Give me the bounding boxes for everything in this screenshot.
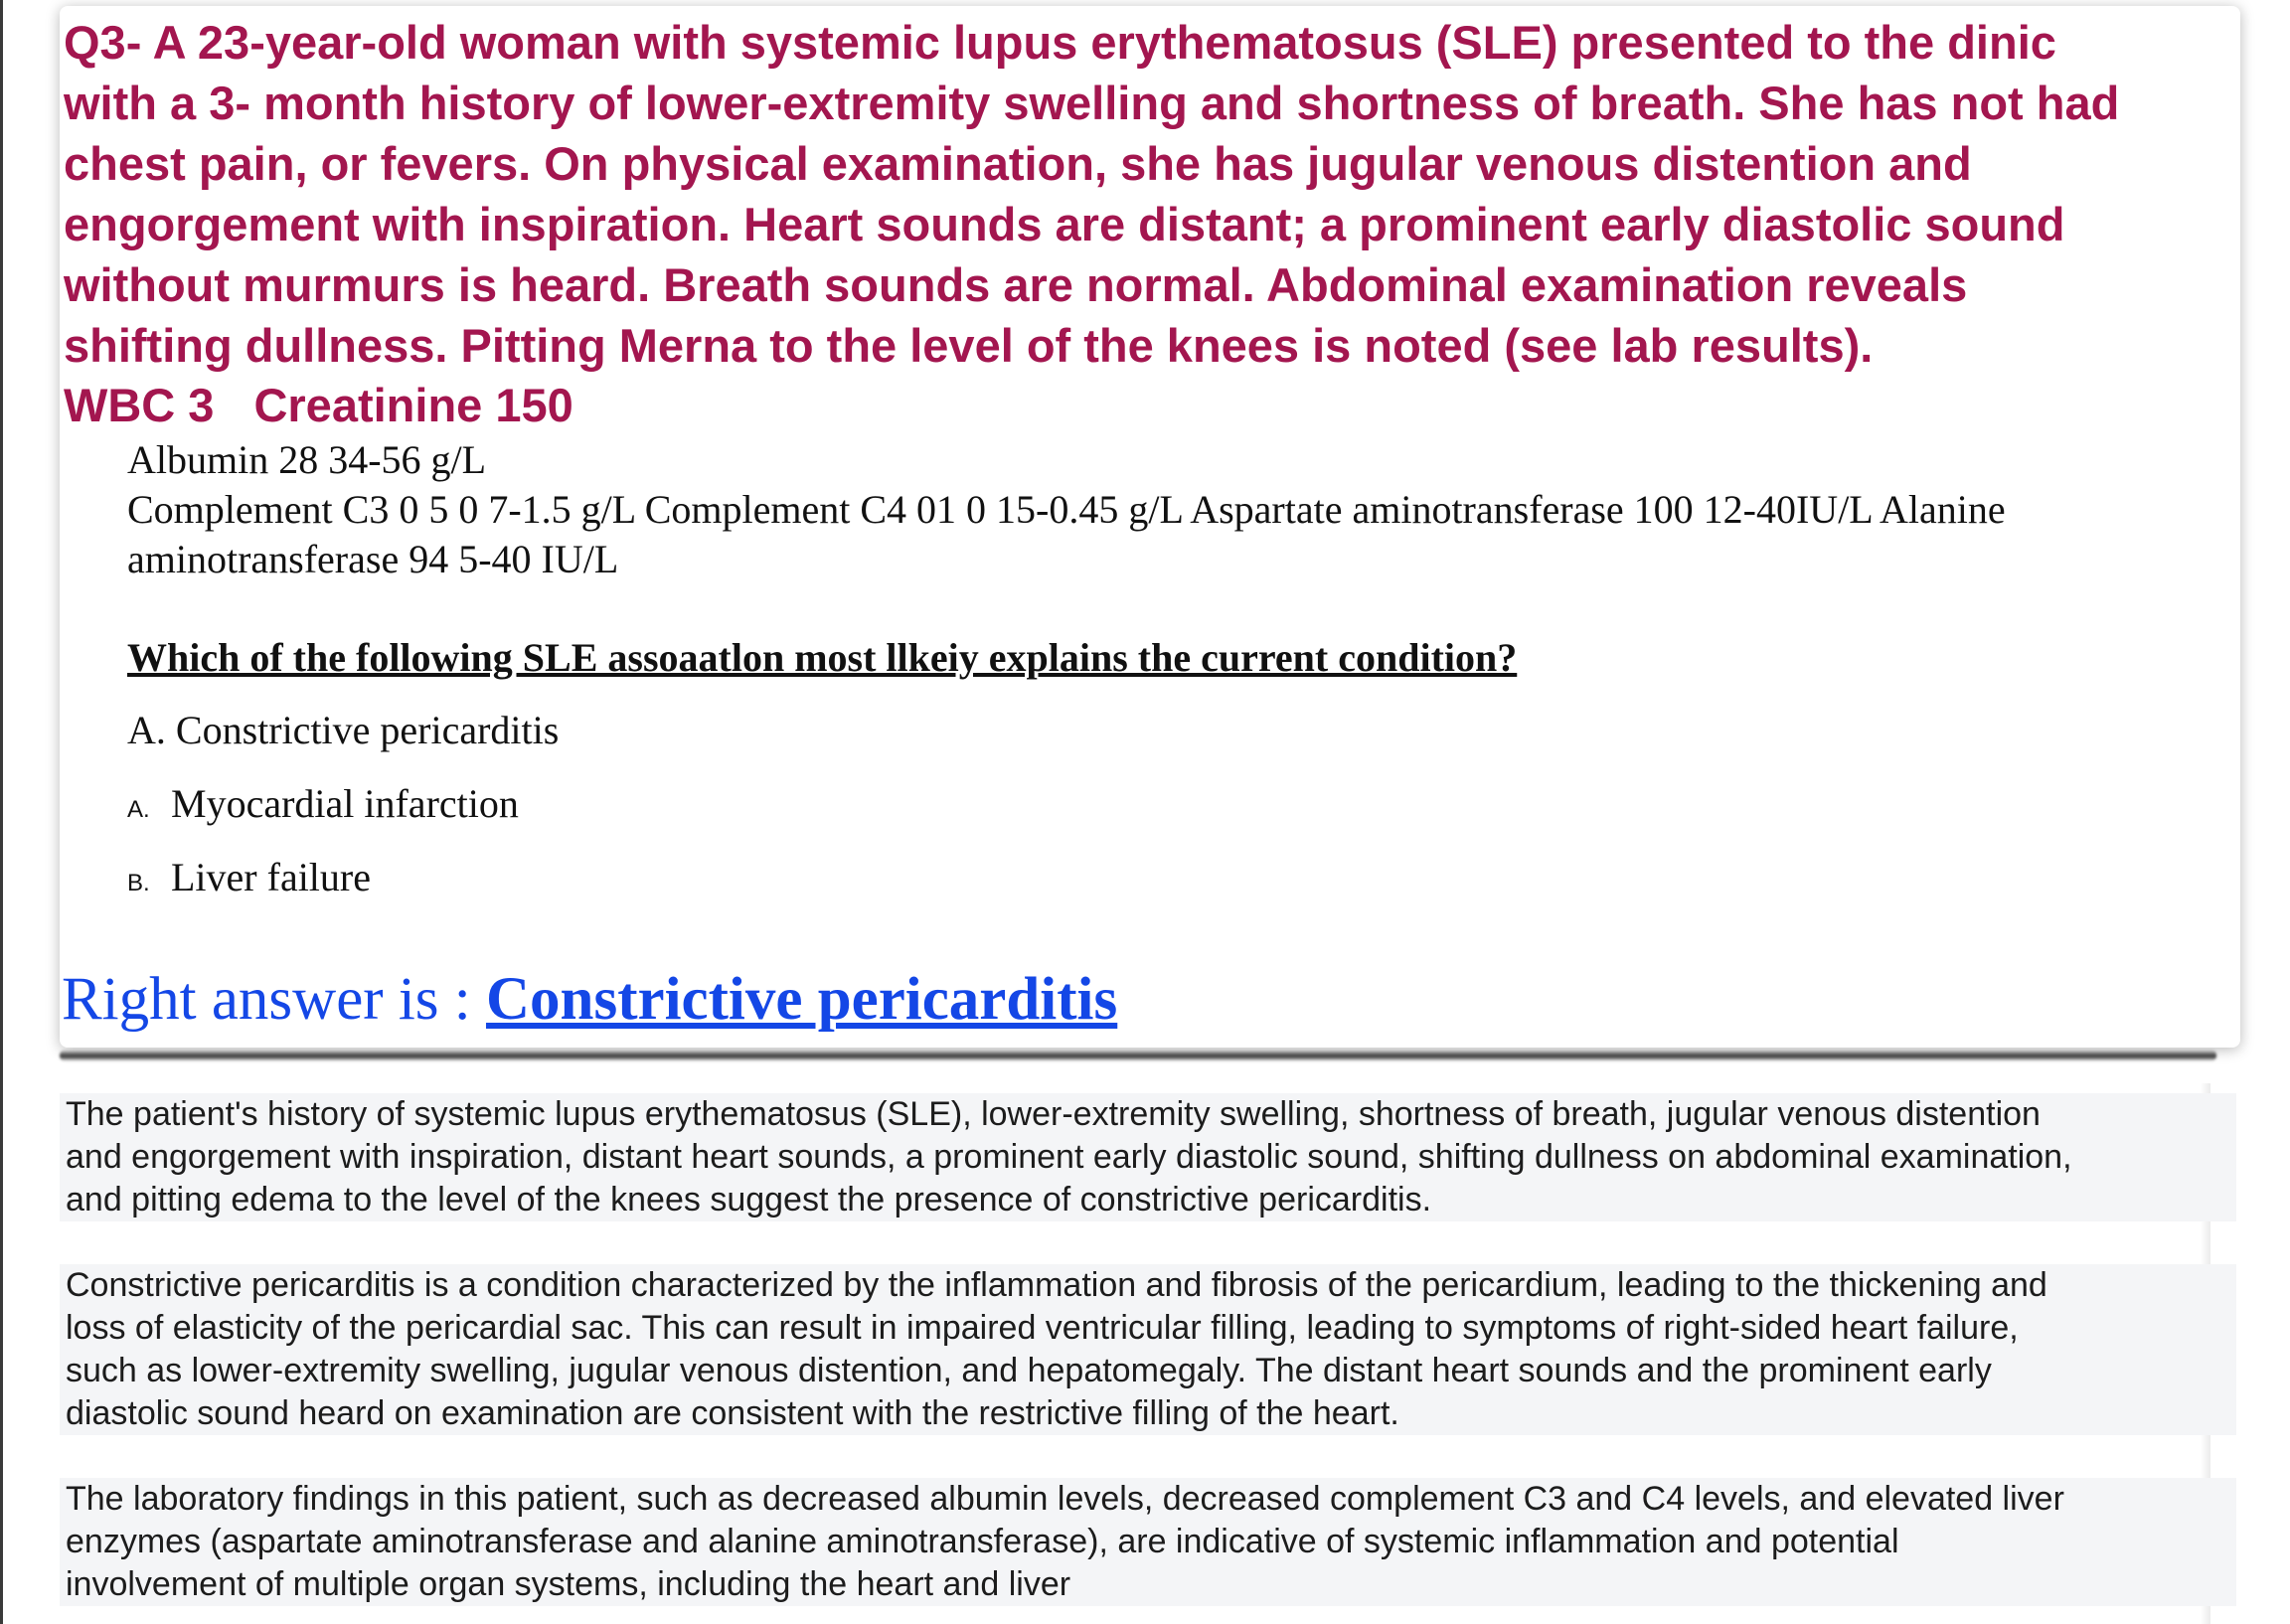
explanation-line: enzymes (aspartate aminotransferase and alanine aminotransferase), are indicative of systemic inflammation and potential xyxy=(66,1523,1899,1560)
question-text xyxy=(64,12,2240,376)
question-line: shifting dullness. Pitting Merna to the level of the knees is noted (see lab results). xyxy=(64,319,1874,372)
explanation-line: and pitting edema to the level of the knees suggest the presence of constrictive pericarditis. xyxy=(66,1181,1432,1218)
question-line: with a 3- month history of lower-extremity swelling and shortness of breath. She has not had xyxy=(64,77,2120,129)
creatinine-value: Creatinine 150 xyxy=(253,379,573,431)
option-myocardial-infarction[interactable] xyxy=(127,778,519,836)
option-letter: A. xyxy=(127,796,150,823)
explanation-paragraph xyxy=(60,1093,2236,1221)
lab-detail-line: Complement C3 0 5 0 7-1.5 g/L Complement C4 01 0 15-0.45 g/L Aspartate aminotransferase 100 12-40IU/L Alanine xyxy=(127,487,2006,532)
answer-link[interactable]: Constrictive pericarditis xyxy=(485,966,1118,1033)
explanation-line: The laboratory findings in this patient, such as decreased albumin levels, decreased complement C3 and C4 levels, and elevated liver xyxy=(66,1480,2064,1518)
option-text: Myocardial infarction xyxy=(171,781,519,826)
window-left-edge xyxy=(0,0,3,1624)
explanation xyxy=(60,1093,2236,1624)
explanation-line: involvement of multiple organ systems, including the heart and liver xyxy=(66,1565,1071,1603)
answer-prefix: Right answer is : xyxy=(62,966,486,1033)
question-line: Q3- A 23-year-old woman with systemic lupus erythematosus (SLE) presented to the dinic xyxy=(64,16,2056,69)
right-answer xyxy=(62,962,1117,1038)
explanation-line: such as lower-extremity swelling, jugular venous distention, and hepatomegaly. The distant heart sounds and the prominent early xyxy=(66,1352,1992,1389)
option-letter: A. xyxy=(127,708,166,752)
lab-detail-line: aminotransferase 94 5-40 IU/L xyxy=(127,537,619,581)
explanation-line: Constrictive pericarditis is a condition characterized by the inflammation and fibrosis of the pericardium, leading to the thickening and xyxy=(66,1266,2047,1304)
option-liver-failure[interactable] xyxy=(127,852,371,909)
option-constrictive-pericarditis[interactable] xyxy=(127,705,559,756)
question-line: without murmurs is heard. Breath sounds are normal. Abdominal examination reveals xyxy=(64,258,1968,311)
wbc-value: WBC 3 xyxy=(64,379,215,431)
option-text: Constrictive pericarditis xyxy=(175,708,560,752)
lab-details xyxy=(127,435,2214,584)
question-stem: Which of the following SLE assoaatlon most llkeiy explains the current condition? xyxy=(127,635,1518,680)
explanation-line: loss of elasticity of the pericardial sac. This can result in impaired ventricular filling, leading to symptoms of right-sided heart failure, xyxy=(66,1309,2019,1347)
question-line: engorgement with inspiration. Heart sounds are distant; a prominent early diastolic sound xyxy=(64,198,2065,250)
lab-detail-line: Albumin 28 34-56 g/L xyxy=(127,437,487,482)
lab-summary xyxy=(64,376,573,435)
explanation-line: The patient's history of systemic lupus erythematosus (SLE), lower-extremity swelling, shortness of breath, jugular venous distention xyxy=(66,1095,2041,1133)
torn-paper-edge xyxy=(60,1050,2216,1061)
explanation-paragraph xyxy=(60,1264,2236,1435)
explanation-paragraph xyxy=(60,1478,2236,1606)
option-letter: B. xyxy=(127,870,150,896)
option-text: Liver failure xyxy=(171,855,371,899)
explanation-line: diastolic sound heard on examination are consistent with the restrictive filling of the heart. xyxy=(66,1394,1399,1432)
question-line: chest pain, or fevers. On physical examination, she has jugular venous distention and xyxy=(64,137,1972,190)
explanation-line: and engorgement with inspiration, distant heart sounds, a prominent early diastolic sound, shifting dullness on abdominal examination, xyxy=(66,1138,2072,1176)
